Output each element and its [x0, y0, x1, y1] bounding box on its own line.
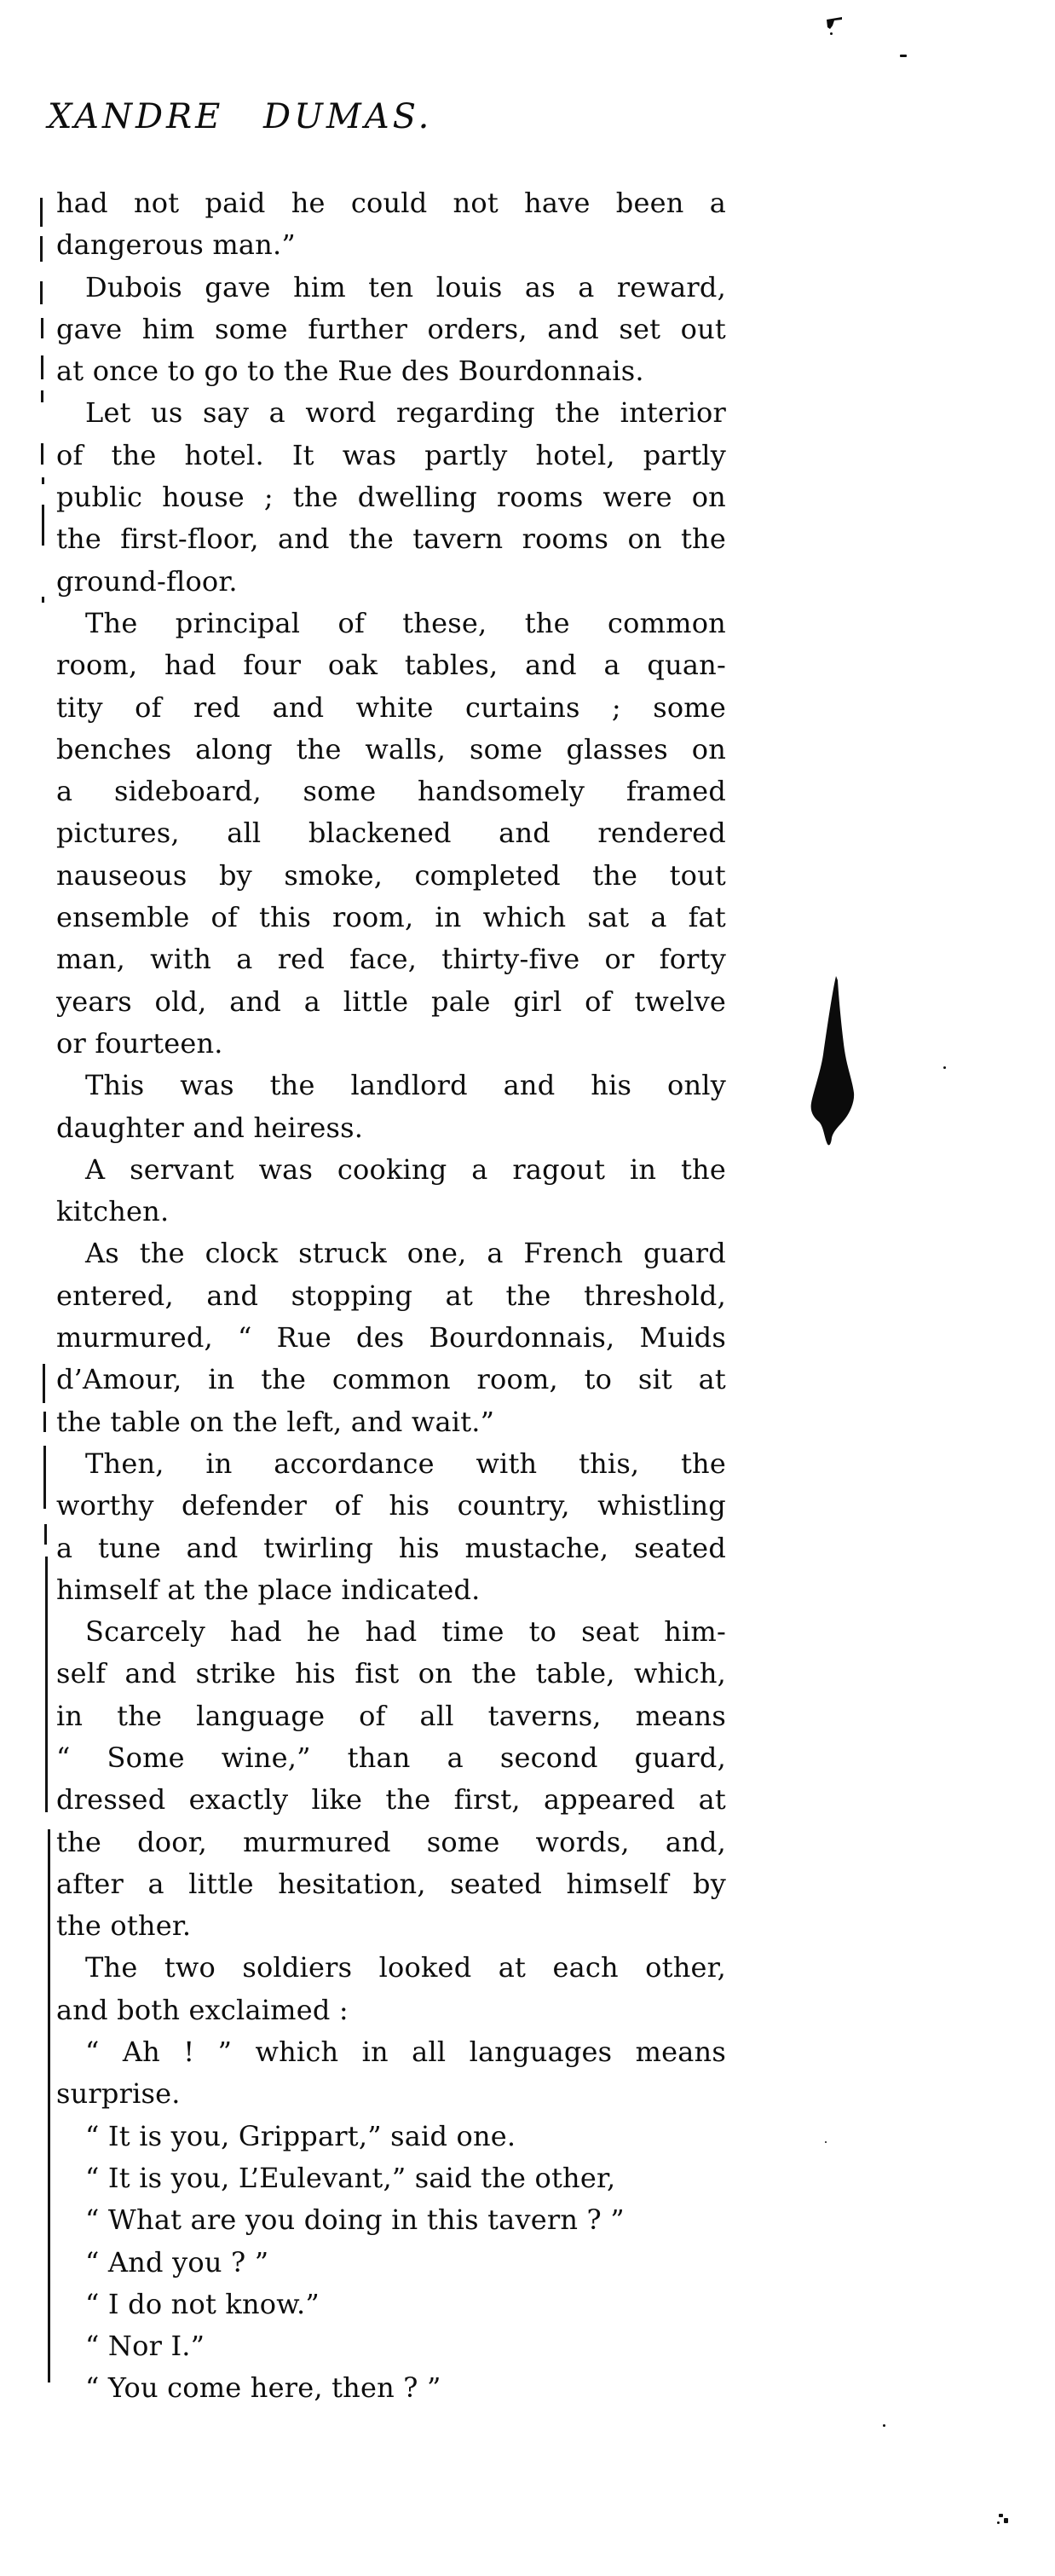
ink-blot-stain	[808, 973, 859, 1148]
text-line: Scarcely had he had time to seat him-	[85, 1615, 726, 1649]
gutter-rule-segment	[44, 1524, 47, 1545]
gutter-rule-segment	[41, 318, 43, 338]
text-line: gave him some further orders, and set out	[56, 312, 726, 345]
text-line: dangerous man.”	[56, 228, 296, 262]
text-line: daughter and heiress.	[56, 1111, 364, 1144]
gutter-rule-segment	[40, 198, 43, 227]
ink-speck	[997, 2521, 1000, 2524]
paragraph	[56, 2242, 726, 2284]
text-line: The two soldiers looked at each other,	[85, 1951, 726, 1984]
gutter-rule-segment	[45, 1557, 48, 1812]
paragraph	[56, 2031, 726, 2116]
text-line: after a little hesitation, seated himself by	[56, 1867, 726, 1900]
text-line: murmured, “ Rue des Bourdonnais, Muids	[56, 1321, 726, 1354]
ink-speck	[883, 2424, 885, 2427]
text-line: or fourteen.	[56, 1026, 223, 1060]
paragraph	[56, 1611, 726, 1947]
text-line: and both exclaimed :	[56, 1993, 349, 2026]
running-header: XANDRE DUMAS.	[48, 97, 433, 136]
text-line: ensemble of this room, in which sat a fat	[56, 901, 726, 934]
text-line: a tune and twirling his mustache, seated	[56, 1531, 726, 1564]
text-line: public house ; the dwelling rooms were on	[56, 481, 726, 514]
text-line: man, with a red face, thirty-five or forty	[56, 943, 726, 976]
paragraph	[56, 2199, 726, 2241]
gutter-rule-segment	[42, 477, 44, 484]
gutter-rule-segment	[41, 355, 43, 379]
text-line: d’Amour, in the common room, to sit at	[56, 1363, 726, 1396]
paragraph	[56, 2325, 726, 2367]
text-line: tity of red and white curtains ; some	[56, 690, 726, 724]
text-line: a sideboard, some handsomely framed	[56, 775, 726, 808]
paragraph	[56, 1233, 726, 1442]
ink-speck	[943, 1066, 946, 1069]
text-line: in the language of all taverns, means	[56, 1699, 726, 1732]
text-line: “ And you ? ”	[85, 2245, 269, 2279]
text-line: The principal of these, the common	[85, 606, 726, 639]
gutter-rule-segment	[42, 505, 44, 546]
text-line: the first-floor, and the tavern rooms on the	[56, 523, 726, 556]
ink-speck	[825, 2141, 827, 2143]
corner-ink-mark	[827, 17, 847, 32]
text-line: the other.	[56, 1909, 192, 1943]
paragraph	[56, 1065, 726, 1149]
text-line: “ What are you doing in this tavern ? ”	[85, 2203, 625, 2237]
paragraph	[56, 2367, 726, 2409]
text-line: of the hotel. It was partly hotel, partly	[56, 438, 726, 471]
ink-speck	[830, 32, 833, 35]
text-line: had not paid he could not have been a	[56, 187, 726, 219]
text-line: at once to go to the Rue des Bourdonnais.	[56, 355, 644, 388]
text-line: Dubois gave him ten louis as a reward,	[85, 270, 726, 303]
text-line: “ Some wine,” than a second guard,	[56, 1741, 726, 1774]
text-line: Let us say a word regarding the interior	[85, 396, 726, 430]
gutter-rule-segment	[41, 390, 43, 402]
gutter-rule-segment	[40, 281, 43, 304]
paragraph	[56, 2284, 726, 2325]
paragraph	[56, 603, 726, 1065]
ink-speck	[999, 2514, 1003, 2517]
paragraph	[56, 392, 726, 602]
text-line: the door, murmured some words, and,	[56, 1825, 726, 1858]
text-line: A servant was cooking a ragout in the	[85, 1152, 726, 1186]
text-line: surprise.	[56, 2077, 181, 2111]
text-line: Then, in accordance with this, the	[85, 1447, 726, 1480]
gutter-rule-segment	[43, 1446, 46, 1509]
paragraph	[56, 1443, 726, 1611]
text-line: benches along the walls, some glasses on	[56, 732, 726, 765]
text-line: kitchen.	[56, 1195, 170, 1228]
text-line: “ It is you, Grippart,” said one.	[85, 2119, 516, 2152]
text-line: “ Ah ! ” which in all languages means	[85, 2036, 726, 2069]
text-line: pictures, all blackened and rendered	[56, 817, 726, 850]
text-column	[56, 182, 726, 2410]
paragraph	[56, 2157, 726, 2199]
gutter-rule-segment	[43, 1412, 46, 1432]
paragraph	[56, 2116, 726, 2157]
text-line: “ I do not know.”	[85, 2287, 320, 2320]
text-line: room, had four oak tables, and a quan-	[56, 649, 726, 682]
paragraph	[56, 1947, 726, 2031]
gutter-rule-segment	[41, 443, 43, 465]
gutter-rule-segment	[48, 1829, 50, 2383]
paragraph	[56, 182, 726, 267]
text-line: “ It is you, L’Eulevant,” said the other,	[85, 2161, 616, 2194]
paragraph	[56, 267, 726, 393]
text-line: dressed exactly like the first, appeared at	[56, 1783, 726, 1816]
text-line: nauseous by smoke, completed the tout	[56, 858, 726, 892]
text-line: As the clock struck one, a French guard	[85, 1237, 726, 1270]
ink-speck	[900, 55, 907, 57]
text-line: This was the landlord and his only	[85, 1069, 726, 1102]
text-line: “ You come here, then ? ”	[85, 2371, 441, 2405]
text-line: self and strike his fist on the table, which,	[56, 1657, 726, 1690]
text-line: entered, and stopping at the threshold,	[56, 1279, 726, 1312]
gutter-rule-segment	[43, 1364, 45, 1403]
text-line: years old, and a little pale girl of twelve	[56, 985, 726, 1018]
text-line: “ Nor I.”	[85, 2330, 205, 2363]
ink-speck	[1004, 2518, 1008, 2523]
gutter-rule-segment	[40, 236, 43, 262]
paragraph	[56, 1149, 726, 1233]
gutter-rule-segment	[42, 597, 44, 603]
text-line: the table on the left, and wait.”	[56, 1405, 495, 1438]
text-line: ground-floor.	[56, 564, 238, 598]
text-line: himself at the place indicated.	[56, 1573, 481, 1606]
text-line: worthy defender of his country, whistling	[56, 1489, 726, 1522]
